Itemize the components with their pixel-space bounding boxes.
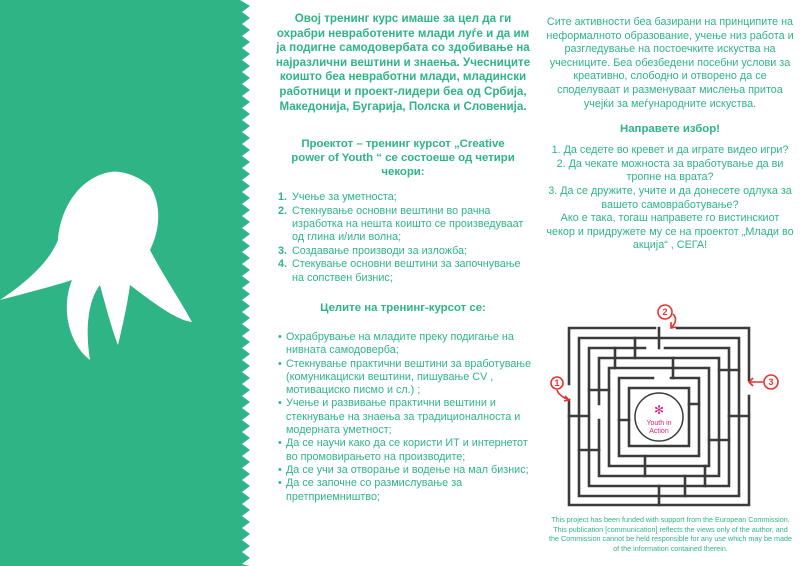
bullet-icon: •	[278, 437, 282, 450]
list-item	[278, 477, 534, 504]
logo-text-line1: Youth in	[646, 420, 672, 427]
list-item	[278, 464, 534, 477]
choices-list	[545, 144, 795, 253]
goal-text: Охрабрување на младите преку подигање на нивната самодоверба;	[286, 331, 514, 357]
maze-graphic	[545, 300, 795, 515]
bullet-icon: •	[278, 357, 282, 370]
eu-disclaimer: This project has been funded with support from the European Commission. This publication [communication] reflects the views only of the author, and the Commission cannot be held responsible for any use which may be made of the information contained therein.	[549, 515, 792, 553]
goal-text: Да се започне со размислување за претприемништво;	[286, 477, 463, 503]
goal-text: Да се научи како да се користи ИТ и интернетот во промовирањето на производите;	[286, 437, 528, 463]
logo-text-line2: Action	[649, 428, 669, 435]
list-item	[278, 358, 534, 398]
list-item	[278, 205, 534, 245]
step-text: Стекнување основни вештини во рачна изработка на нешта коишто се произведуваат од глина и/или волна;	[292, 204, 524, 244]
step-number: 2.	[278, 204, 288, 217]
step-text: Стекување основни вештини за започнување на сопствен бизнис;	[292, 258, 521, 284]
step-number: 4.	[278, 258, 288, 271]
goal-text: Учење и развивање практични вештини и стекнување на знаења за традиционалноста и модерната уметност;	[286, 397, 521, 437]
marker-label-3: 3	[768, 377, 774, 387]
list-item	[278, 245, 534, 258]
middle-column	[272, 12, 534, 504]
right-column	[545, 16, 795, 253]
list-item	[278, 191, 534, 204]
marker-arrow-2	[671, 314, 676, 328]
activities-paragraph: Сите активности беа базирани на принципите на неформалното образование, учење низ работа и разгледување на постоечките искуства на учесниците. Беа обезбедени посебни услови за креативно, слободно и отворено да се споделуваат и разменуваат мислења притоа учејќи за меѓународните искуства.	[546, 16, 794, 110]
step-text: Учење за уметноста;	[292, 191, 397, 204]
choice-item: 2. Да чекате можноста за вработување да ви тропне на врата?	[556, 157, 784, 184]
step-number: 1.	[278, 191, 288, 204]
list-item	[278, 437, 534, 464]
step-number: 3.	[278, 244, 288, 257]
intro-paragraph: Овој тренинг курс имаше за цел да ги охрабри невработените млади луѓе и да им ја подигне самодовербата со здобивање на најразлични вештини и знаења. Учесниците коишто беа невработни млади, младински работници и проект-лидери беа од Србија, Македонија, Бугарија, Полска и Словенија.	[275, 12, 531, 113]
logo-icon: ✻	[653, 403, 665, 417]
marker-arrow-3	[749, 378, 763, 386]
bullet-icon: •	[278, 331, 282, 343]
bullet-icon: •	[278, 463, 282, 476]
choice-item: 1. Да седете во кревет и да играте видео игри?	[551, 144, 789, 157]
marker-label-1: 1	[554, 378, 560, 388]
list-item	[278, 397, 534, 437]
course-heading: Проектот – тренинг курсот „Creative power of Youth “ се состоеше од четири чекори:	[291, 138, 515, 179]
bullet-icon: •	[278, 397, 282, 410]
goals-list	[278, 331, 534, 504]
list-item	[278, 331, 534, 358]
choose-heading: Направете избор!	[620, 123, 720, 136]
goal-text: Стекнување практични вештини за вработување (комуникациски вештини, пишување CV , мотивациско писмо и сл.) ;	[286, 357, 532, 397]
steps-list	[278, 191, 534, 285]
goals-heading: Целите на тренинг-курсот се:	[320, 302, 486, 314]
choice-item: 3. Да се дружите, учите и да донесете одлука за вашето самовработување?	[548, 184, 792, 211]
list-item	[278, 258, 534, 285]
marker-arrow-1	[557, 390, 569, 401]
green-side-panel	[0, 0, 250, 566]
goal-text: Да се учи за отворање и водење на мал бизнис;	[286, 463, 529, 476]
call-to-action: Ако е така, тогаш направете го вистинскиот чекор и придружете му се на проектот „Млади во акција“ , СЕГА!	[546, 212, 794, 252]
step-text: Создавање производи за изложба;	[292, 244, 468, 257]
bullet-icon: •	[278, 477, 282, 490]
marker-label-2: 2	[662, 307, 668, 317]
